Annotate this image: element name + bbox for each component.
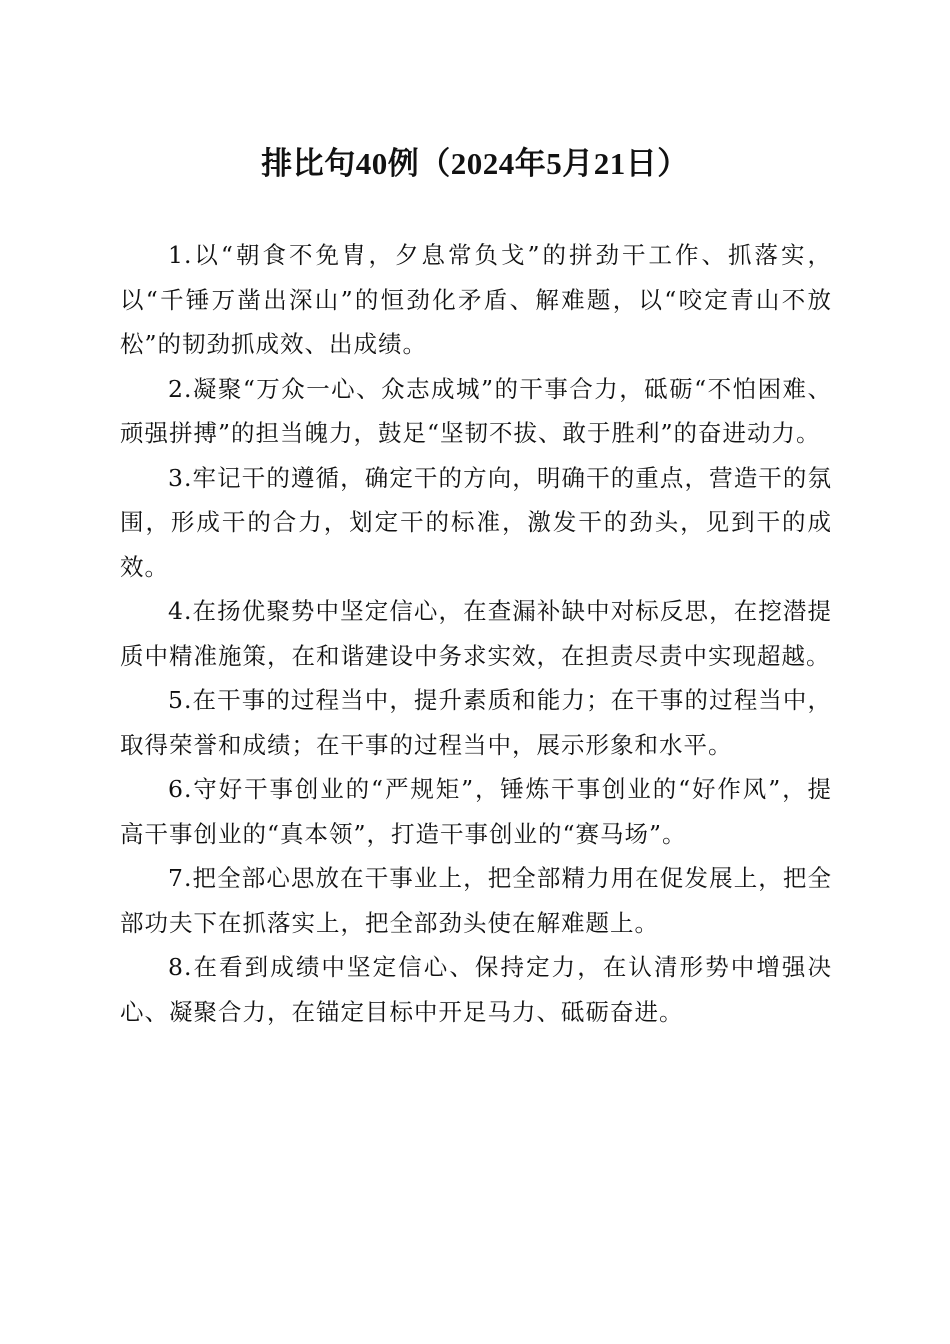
paragraph-7: 7.把全部心思放在干事业上，把全部精力用在促发展上，把全部功夫下在抓落实上，把全部劲头使在解难题上。 [120,864,832,937]
paragraph-3: 3.牢记干的遵循，确定干的方向，明确干的重点，营造干的氛围，形成干的合力，划定干的标准，激发干的劲头，见到干的成效。 [120,463,832,581]
document-body [120,233,832,1034]
paragraph-1: 1.以“朝食不免胄，夕息常负戈”的拼劲干工作、抓落实，以“千锤万凿出深山”的恒劲化矛盾、解难题，以“咬定青山不放松”的韧劲抓成效、出成绩。 [120,241,832,358]
paragraph-4: 4.在扬优聚势中坚定信心，在查漏补缺中对标反思，在挖潜提质中精准施策，在和谐建设中务求实效，在担责尽责中实现超越。 [120,597,832,670]
paragraph-8: 8.在看到成绩中坚定信心、保持定力，在认清形势中增强决心、凝聚合力，在锚定目标中开足马力、砥砺奋进。 [120,953,832,1026]
paragraph-5: 5.在干事的过程当中，提升素质和能力；在干事的过程当中，取得荣誉和成绩；在干事的过程当中，展示形象和水平。 [120,686,832,759]
document-title: 排比句40例（2024年5月21日） [261,146,689,181]
paragraph-6: 6.守好干事创业的“严规矩”，锤炼干事创业的“好作风”，提高干事创业的“真本领”，打造干事创业的“赛马场”。 [120,775,832,848]
paragraph-2: 2.凝聚“万众一心、众志成城”的干事合力，砥砺“不怕困难、顽强拼搏”的担当魄力，鼓足“坚韧不拔、敢于胜利”的奋进动力。 [120,374,832,447]
